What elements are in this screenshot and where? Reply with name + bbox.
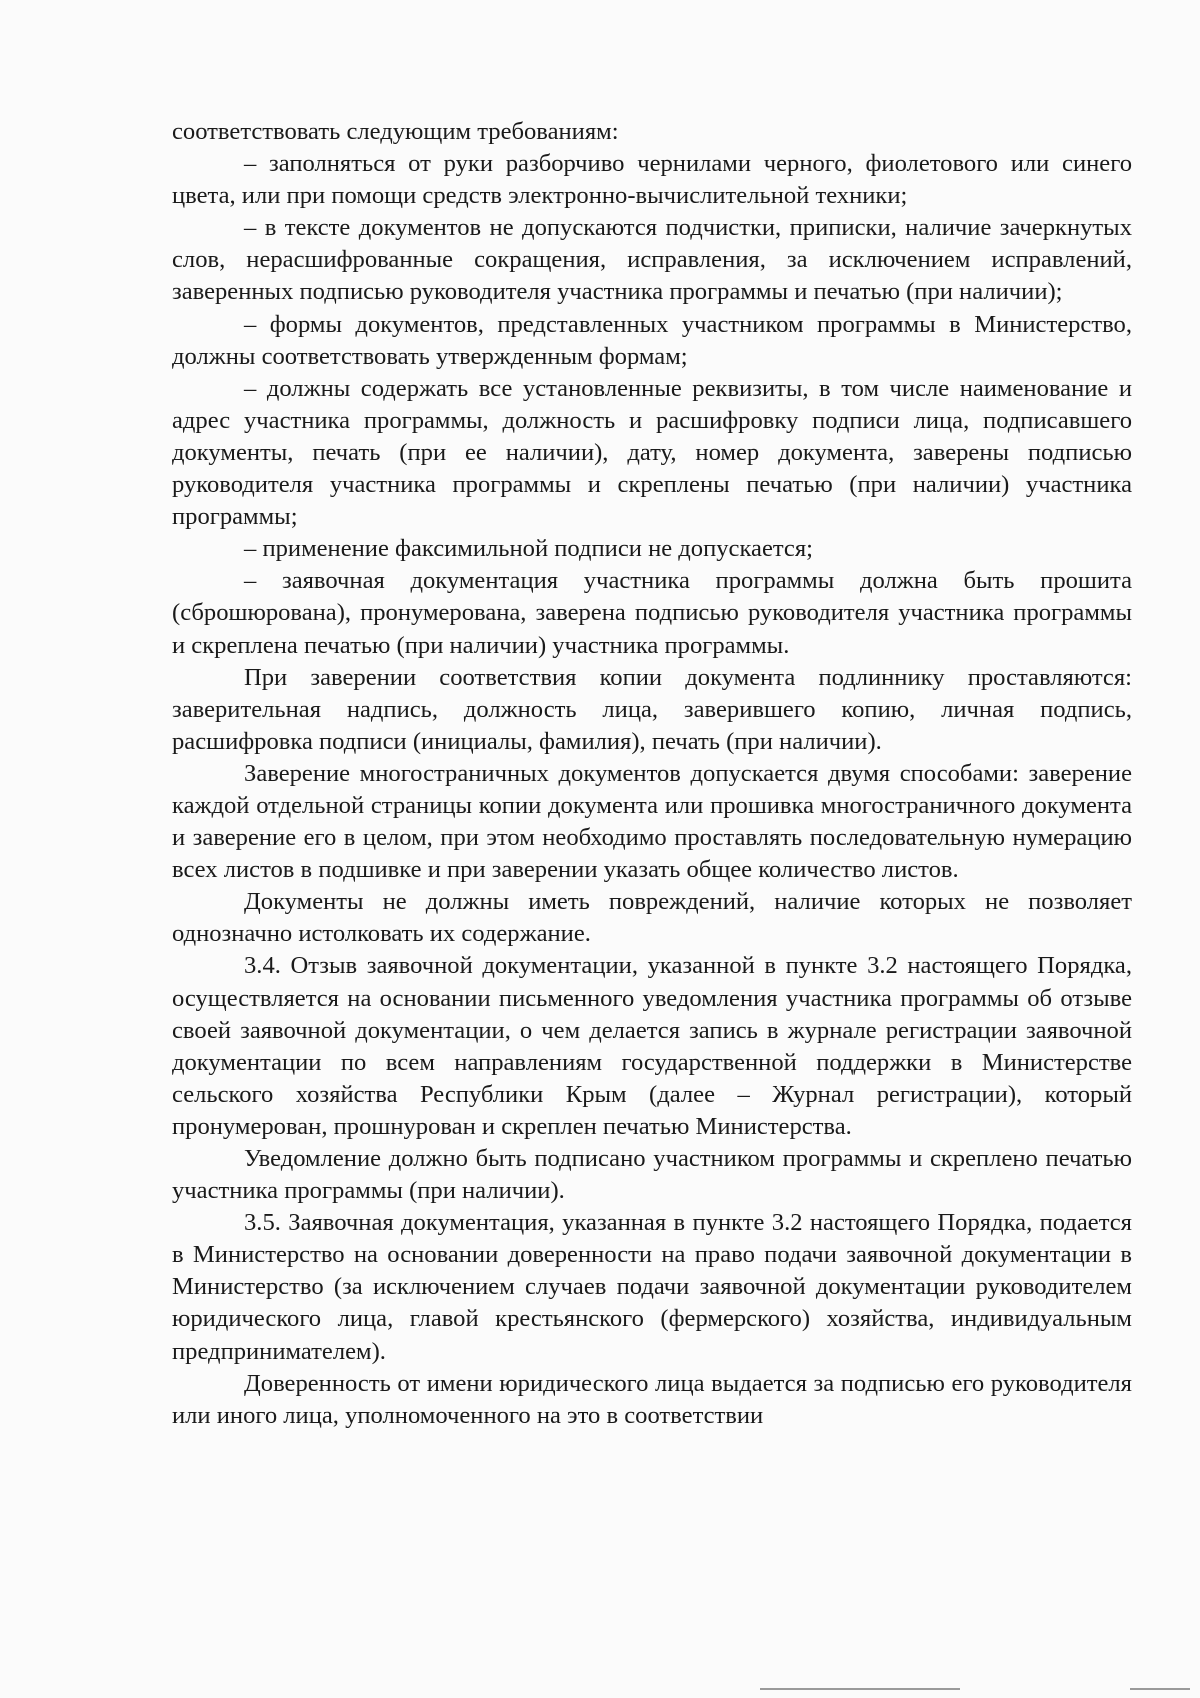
section-3-5: 3.5. Заявочная документация, указанная в пункте 3.2 настоящего Порядка, подается в Министерство на основании доверенности на право подачи заявочной документации в Министерство (за исключением случаев подачи заявочной документации руководителем юридического лица, главой крестьянского (фермерского) хозяйства, индивидуальным предпринимателем). xyxy=(172,1209,1132,1365)
paragraph-copy-certification: При заверении соответствия копии документа подлиннику проставляются: заверительная надпись, должность лица, заверившего копию, личная подпись, расшифровка подписи (инициалы, фамилия), печать (при наличии). xyxy=(172,663,1132,755)
document-body xyxy=(172,116,1132,1432)
requirement-forms: – формы документов, представленных участником программы в Министерство, должны соответствовать утвержденным формам; xyxy=(172,310,1132,370)
requirement-no-facsimile: – применение факсимильной подписи не допускается; xyxy=(244,535,813,563)
paragraph-power-of-attorney: Доверенность от имени юридического лица выдается за подписью его руководителя или иного лица, уполномоченного на это в соответствии xyxy=(172,1369,1132,1429)
requirement-binding: – заявочная документация участника программы должна быть прошита (сброшюрована), пронумерована, заверена подписью руководителя участника программы и скреплена печатью (при наличии) участника программы. xyxy=(172,567,1132,659)
section-3-4: 3.4. Отзыв заявочной документации, указанной в пункте 3.2 настоящего Порядка, осуществляется на основании письменного уведомления участника программы об отзыве своей заявочной документации, о чем делается запись в журнале регистрации заявочной документации по всем направлениям государственной поддержки в Министерстве сельского хозяйства Республики Крым (далее – Журнал регистрации), который пронумерован, прошнурован и скреплен печатью Министерства. xyxy=(172,952,1132,1140)
requirement-details: – должны содержать все установленные реквизиты, в том числе наименование и адрес участника программы, должность и расшифровку подписи лица, подписавшего документы, печать (при ее наличии), дату, номер документа, заверены подписью руководителя участника программы и скреплены печатью (при наличии) участника программы; xyxy=(172,374,1132,531)
paragraph-notification: Уведомление должно быть подписано участником программы и скреплено печатью участника программы (при наличии). xyxy=(172,1145,1132,1205)
paragraph-multipage-certification: Заверение многостраничных документов допускается двумя способами: заверение каждой отдельной страницы копии документа или прошивка многостраничного документа и заверение его в целом, при этом необходимо проставлять последовательную нумерацию всех листов в подшивке и при заверении указать общее количество листов. xyxy=(172,759,1132,884)
scan-artifact-line xyxy=(1130,1688,1190,1690)
paragraph-no-damage: Документы не должны иметь повреждений, наличие которых не позволяет однозначно истолковать их содержание. xyxy=(172,888,1132,948)
paragraph-continuation: соответствовать следующим требованиям: xyxy=(172,118,619,145)
scan-artifact-line xyxy=(760,1688,960,1690)
requirement-handwriting: – заполняться от руки разборчиво чернилами черного, фиолетового или синего цвета, или при помощи средств электронно-вычислительной техники; xyxy=(172,150,1132,210)
requirement-no-corrections: – в тексте документов не допускаются подчистки, приписки, наличие зачеркнутых слов, нерасшифрованные сокращения, исправления, за исключением исправлений, заверенных подписью руководителя участника программы и печатью (при наличии); xyxy=(172,214,1132,306)
